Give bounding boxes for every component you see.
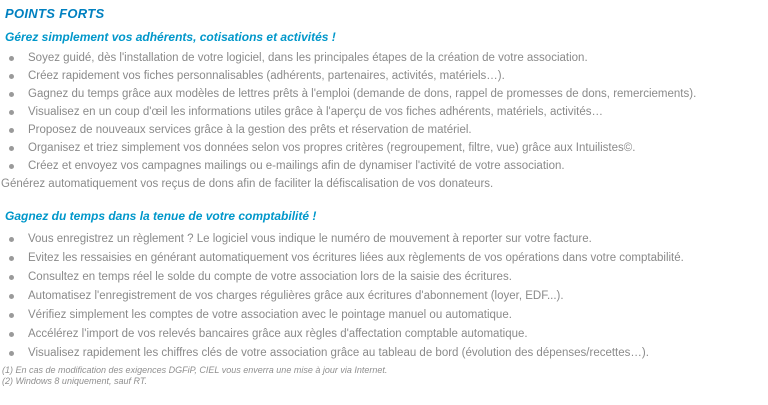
bullet-list-adherents: [5, 49, 764, 175]
bullet-text: Créez et envoyez vos campagnes mailings ou e-mailings afin de dynamiser l'activité de votre association.: [28, 160, 565, 172]
bullet-text: Soyez guidé, dès l'installation de votre logiciel, dans les principales étapes de la création de votre association.: [28, 52, 588, 64]
bullet-item: [5, 287, 764, 306]
section-heading-adherents: Gérez simplement vos adhérents, cotisations et activités !: [5, 30, 336, 44]
bullet-text: Consultez en temps réel le solde du compte de votre association lors de la saisie des écritures.: [28, 271, 512, 283]
page-title: POINTS FORTS: [5, 6, 105, 21]
bullet-text: Organisez et triez simplement vos données selon vos propres critères (regroupement, filtre, vue) grâce aux Intuilistes©.: [28, 142, 636, 154]
bullet-item: [5, 49, 764, 67]
bullet-icon: [9, 128, 14, 133]
bullet-icon: [9, 275, 14, 280]
bullet-icon: [9, 92, 14, 97]
bullet-icon: [9, 237, 14, 242]
bullet-text: Visualisez en un coup d'œil les informations utiles grâce à l'aperçu de vos fiches adhérents, matériels, activités…: [28, 106, 603, 118]
bullet-icon: [9, 74, 14, 79]
bullet-icon: [9, 313, 14, 318]
bullet-item: [5, 85, 764, 103]
bullet-icon: [9, 56, 14, 61]
bullet-text: Gagnez du temps grâce aux modèles de lettres prêts à l'emploi (demande de dons, rappel de promesses de dons, remerciements).: [28, 88, 697, 100]
bullet-text: Accélérez l'import de vos relevés bancaires grâce aux règles d'affectation comptable automatique.: [28, 328, 528, 340]
bullet-icon: [9, 164, 14, 169]
bullet-item: [5, 306, 764, 325]
bullet-icon: [9, 351, 14, 356]
bullet-text: Visualisez rapidement les chiffres clés de votre association grâce au tableau de bord (évolution des dépenses/recettes…).: [28, 347, 649, 359]
bullet-icon: [9, 332, 14, 337]
footnotes: [2, 365, 764, 387]
bullet-item: [5, 325, 764, 344]
bullet-icon: [9, 146, 14, 151]
bullet-text: Vous enregistrez un règlement ? Le logiciel vous indique le numéro de mouvement à reporter sur votre facture.: [28, 233, 592, 245]
bullet-list-comptabilite: [5, 230, 764, 363]
bullet-item: [5, 139, 764, 157]
bullet-item: [5, 157, 764, 175]
bullet-item: [5, 230, 764, 249]
bullet-text: Automatisez l'enregistrement de vos charges régulières grâce aux écritures d'abonnement (loyer, EDF...).: [28, 290, 564, 302]
bullet-item: [5, 344, 764, 363]
bullet-item: [5, 249, 764, 268]
bullet-item: [5, 121, 764, 139]
bullet-item: [5, 268, 764, 287]
bullet-item: [5, 67, 764, 85]
bullet-icon: [9, 256, 14, 261]
footnote-line: (2) Windows 8 uniquement, sauf RT.: [2, 376, 147, 386]
bullet-text: Evitez les ressaisies en générant automatiquement vos écritures liées aux règlements de vos opérations dans votre comptabilité.: [28, 252, 684, 264]
section-heading-comptabilite: Gagnez du temps dans la tenue de votre comptabilité !: [5, 209, 317, 223]
bullet-icon: [9, 110, 14, 115]
bullet-text: Proposez de nouveaux services grâce à la gestion des prêts et réservation de matériel.: [28, 124, 472, 136]
bullet-item: [5, 103, 764, 121]
bullet-text: Créez rapidement vos fiches personnalisables (adhérents, partenaires, activités, matériels…).: [28, 70, 505, 82]
bullet-icon: [9, 294, 14, 299]
footnote-line: (1) En cas de modification des exigences DGFiP, CIEL vous enverra une mise à jour via Internet.: [2, 365, 388, 375]
bullet-text: Vérifiez simplement les comptes de votre association avec le pointage manuel ou automatique.: [28, 309, 512, 321]
section-footer-text: Générez automatiquement vos reçus de dons afin de faciliter la défiscalisation de vos donateurs.: [1, 178, 494, 190]
